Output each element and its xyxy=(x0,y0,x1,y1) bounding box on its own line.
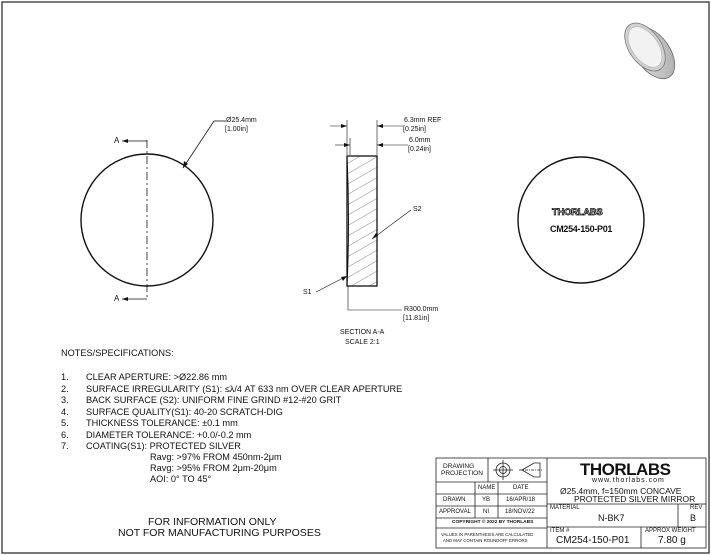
rev-label: REV xyxy=(690,505,703,511)
note-text: COATING(S1): PROTECTED SILVER xyxy=(86,441,241,451)
edge-thickness-dimension: 6.0mm xyxy=(409,137,431,144)
approval-name: NI xyxy=(483,509,489,515)
note-number: 7. xyxy=(61,441,69,451)
values-note-1: VALUES IN PARENTHESIS ARE CALCULATED xyxy=(441,532,534,537)
drawn-name: YB xyxy=(482,497,491,503)
note-text: SURFACE QUALITY(S1): 40-20 SCRATCH-DIG xyxy=(86,406,283,417)
note-number: 1. xyxy=(61,372,69,382)
engraved-part-number: CM254-150-P01 xyxy=(550,224,613,234)
projection-label-2: PROJECTION xyxy=(441,470,483,477)
material-value: N-BK7 xyxy=(598,513,625,523)
section-scale: SCALE 2:1 xyxy=(345,339,380,346)
note-number: 4. xyxy=(61,406,69,417)
material-label: MATERIAL xyxy=(550,505,580,511)
company-logo: THORLABS xyxy=(580,460,671,479)
note-number: 6. xyxy=(61,429,69,440)
section-view xyxy=(316,120,411,310)
surface-s1-label: S1 xyxy=(303,289,312,296)
rev-value: B xyxy=(690,513,697,523)
overall-thickness-dimension-in: [0.25in] xyxy=(403,126,426,133)
drawn-label: DRAWN xyxy=(443,497,466,503)
company-website: www.thorlabs.com xyxy=(592,477,665,484)
mirror-thumbnail xyxy=(616,16,683,87)
approval-label: APPROVAL xyxy=(439,509,471,515)
item-number: CM254-150-P01 xyxy=(556,535,630,546)
weight-label: APPROX WEIGHT xyxy=(645,528,696,534)
notes-heading: NOTES/SPECIFICATIONS: xyxy=(61,348,174,358)
section-mark-top: A xyxy=(114,136,120,145)
note-number: 5. xyxy=(61,418,69,428)
note-text: SURFACE IRREGULARITY (S1): ≤λ/4 AT 633 nm OVER CLEAR APERTURE xyxy=(86,383,403,394)
diameter-dimension-in: [1.00in] xyxy=(225,126,248,133)
col-date-header: DATE xyxy=(513,485,529,491)
note-text: DIAMETER TOLERANCE: +0.0/-0.2 mm xyxy=(86,429,252,440)
item-label: ITEM # xyxy=(550,528,570,534)
diameter-dimension: Ø25.4mm xyxy=(226,117,257,124)
coating-line-2: Ravg: >95% FROM 2μm-20μm xyxy=(150,463,277,473)
note-text: THICKNESS TOLERANCE: ±0.1 mm xyxy=(86,418,238,428)
coating-line-3: AOI: 0° TO 45° xyxy=(150,474,212,484)
engraving-view xyxy=(518,157,644,283)
section-title: SECTION A-A xyxy=(340,329,385,336)
copyright-text: COPYRIGHT © 2022 BY THORLABS xyxy=(452,520,534,525)
front-view xyxy=(81,121,226,301)
radius-dimension: R300.0mm xyxy=(404,306,439,313)
radius-dimension-in: [11.81in] xyxy=(403,315,430,322)
projection-label-1: DRAWING xyxy=(443,463,475,470)
section-mark-bottom: A xyxy=(114,294,120,303)
note-text: BACK SURFACE (S2): UNIFORM FINE GRIND #12-#20 GRIT xyxy=(86,395,342,405)
edge-thickness-dimension-in: [0.24in] xyxy=(408,146,431,153)
weight-value: 7.80 g xyxy=(658,535,686,546)
note-text: CLEAR APERTURE: >Ø22.86 mm xyxy=(86,372,228,382)
drawn-date: 16/APR/18 xyxy=(506,497,536,503)
note-number: 2. xyxy=(61,383,69,394)
engraved-brand: THORLABS xyxy=(552,207,603,218)
projection-symbol-icon xyxy=(493,460,543,480)
overall-thickness-dimension: 6.3mm REF xyxy=(404,117,442,124)
part-description-2: PROTECTED SILVER MIRROR xyxy=(574,494,696,504)
surface-s2-label: S2 xyxy=(413,206,422,213)
col-name-header: NAME xyxy=(478,485,496,491)
part-description-1: Ø25.4mm, f=150mm CONCAVE xyxy=(560,486,682,496)
disclaimer-line-1: FOR INFORMATION ONLY xyxy=(148,516,277,528)
values-note-2: AND MAY CONTAIN ROUNDOFF ERRORS xyxy=(443,538,528,543)
note-number: 3. xyxy=(61,395,69,405)
approval-date: 18/NOV/22 xyxy=(505,509,535,515)
disclaimer-line-2: NOT FOR MANUFACTURING PURPOSES xyxy=(118,527,321,539)
coating-line-1: Ravg: >97% FROM 450nm-2μm xyxy=(150,452,282,462)
